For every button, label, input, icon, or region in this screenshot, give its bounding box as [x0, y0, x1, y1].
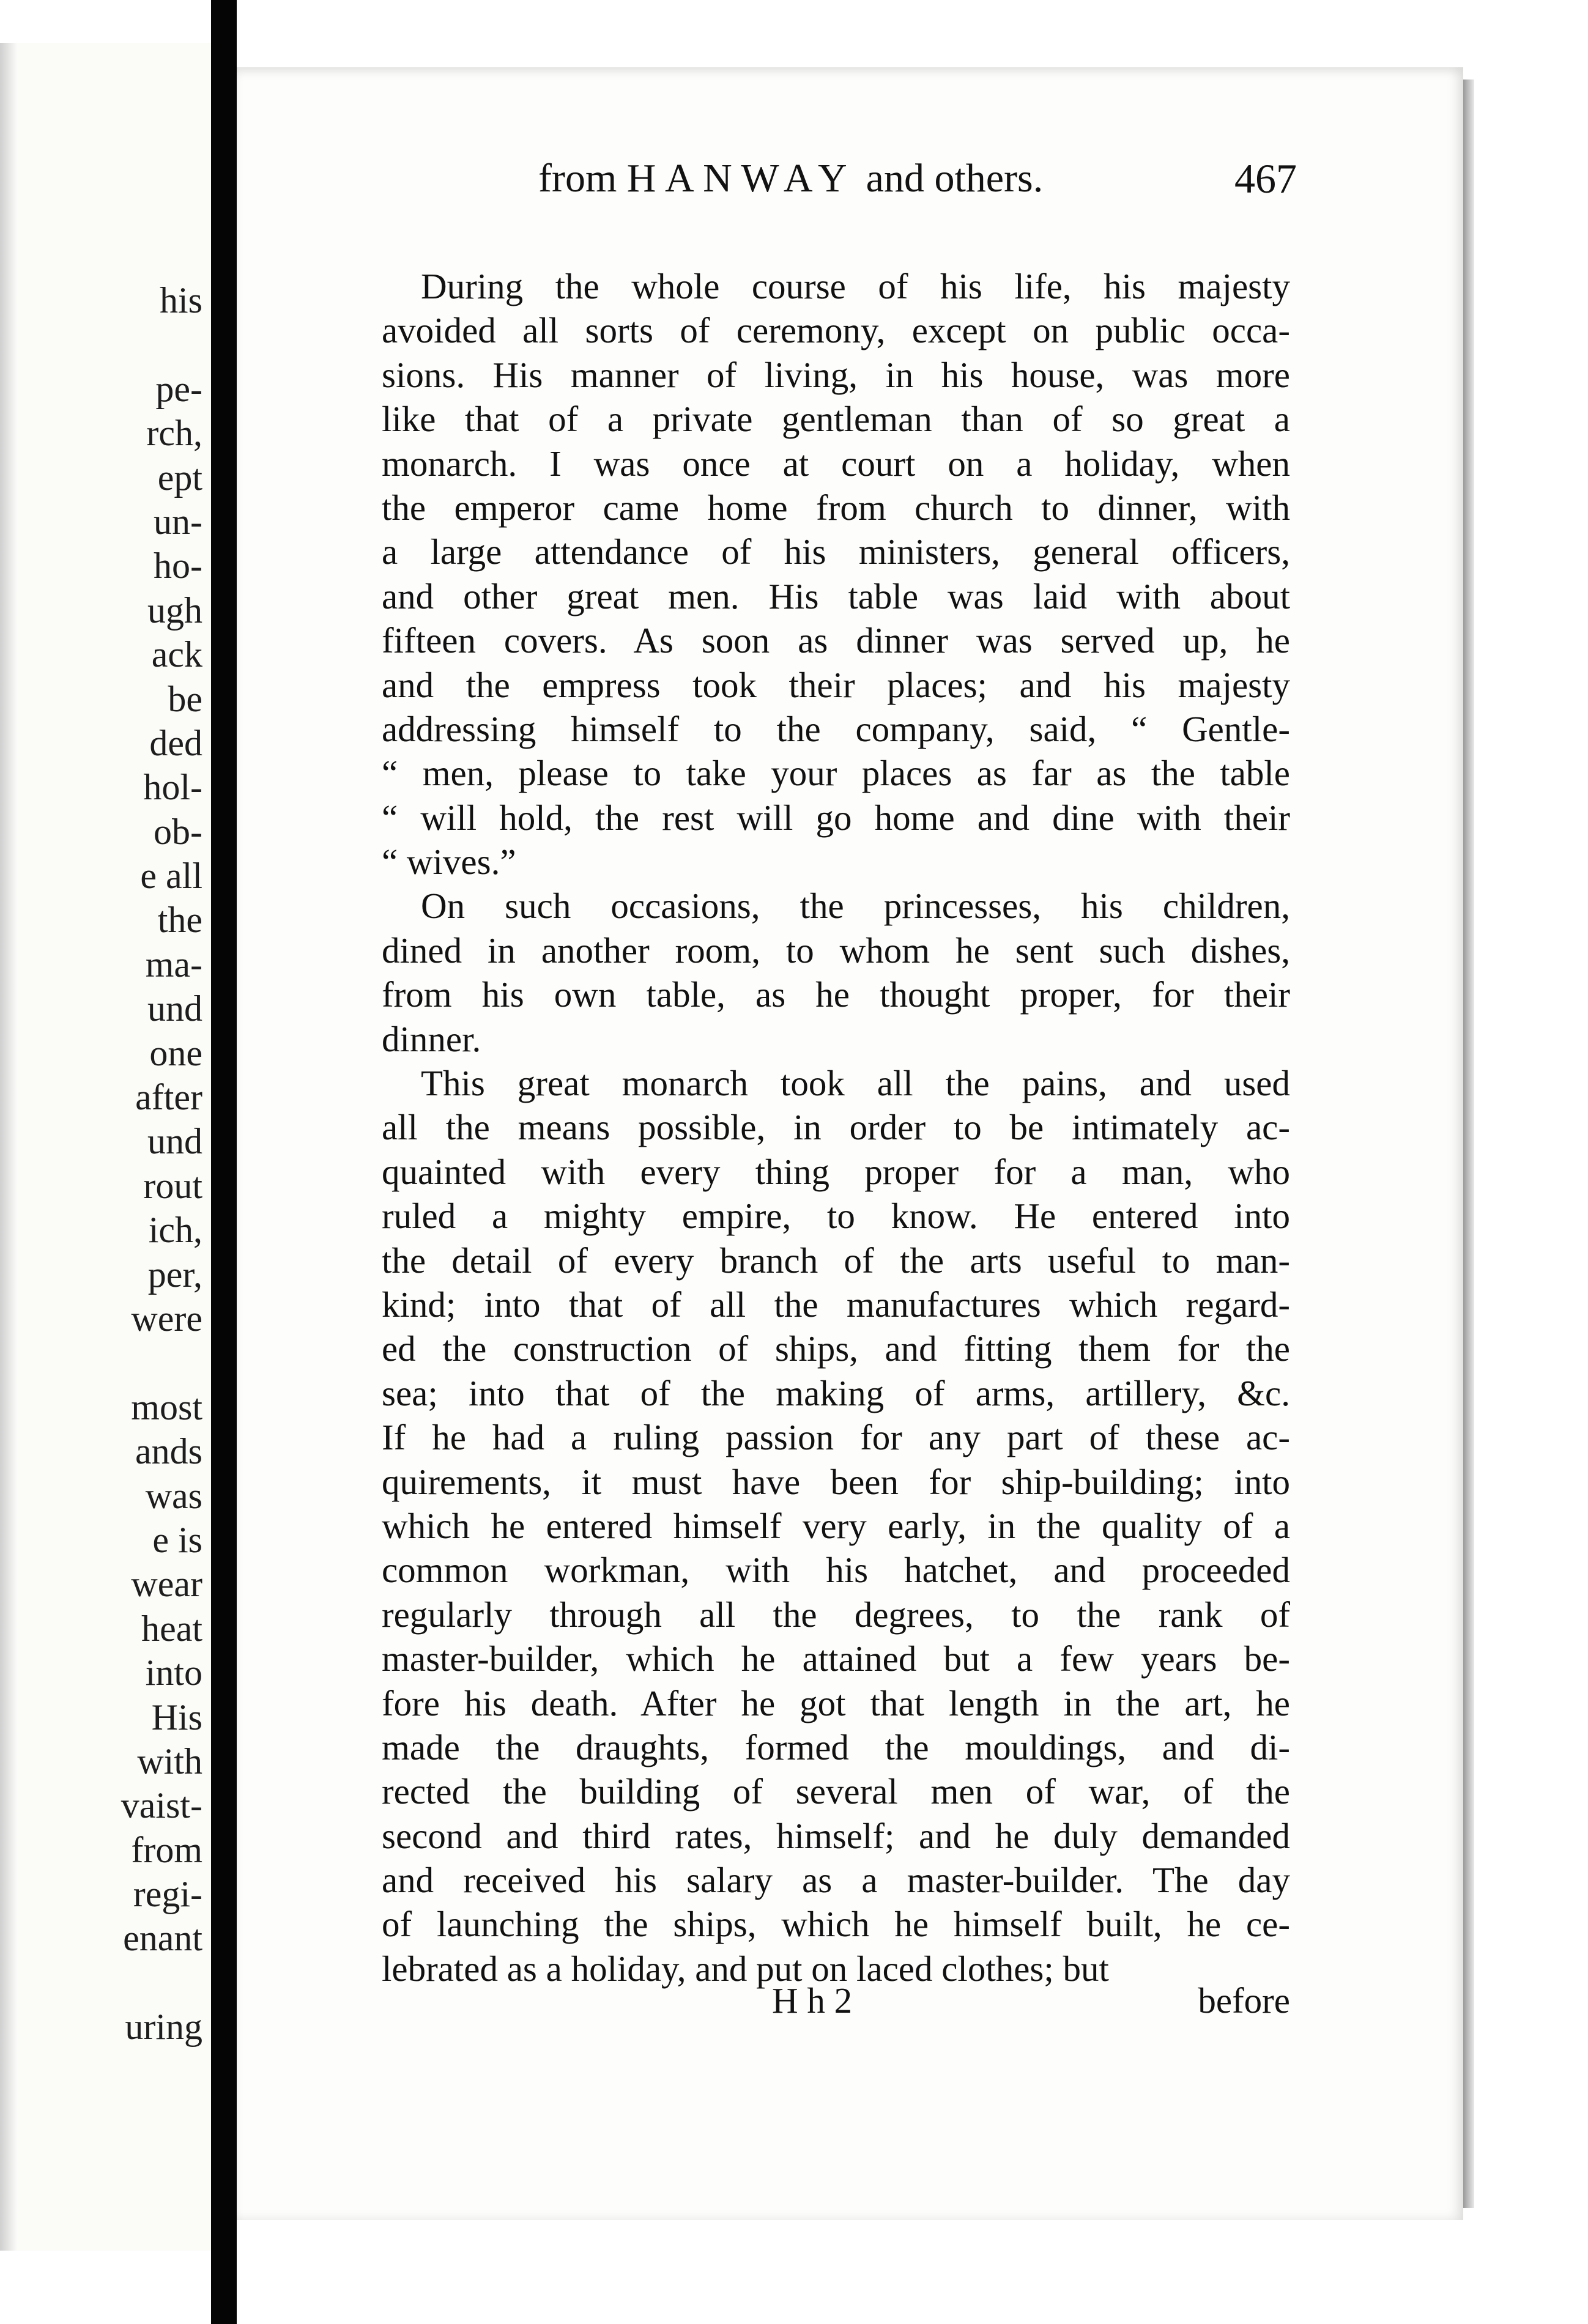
left-fragment-line: e is — [152, 1519, 202, 1560]
left-fragment-line: ho- — [154, 546, 202, 587]
running-head-pre: from — [538, 156, 627, 201]
text-line: fifteen covers. As soon as dinner was served up, he — [382, 620, 1290, 661]
text-line: a large attendance of his ministers, general officers, — [382, 531, 1290, 572]
left-fragment-line: His — [151, 1697, 202, 1737]
text-line: ed the construction of ships, and fitting them for the — [382, 1328, 1290, 1369]
paragraph — [382, 264, 1290, 884]
text-line: and received his salary as a master-builder. The day — [382, 1860, 1290, 1901]
text-line: quirements, it must have been for ship-building; into — [382, 1461, 1290, 1502]
left-fragment-line: into — [145, 1652, 202, 1693]
left-fragment-line — [13, 322, 202, 366]
left-fragment-line: one — [149, 1032, 202, 1073]
text-line: sea; into that of the making of arms, artillery, &c. — [382, 1372, 1290, 1413]
left-fragment-line: enant — [123, 1918, 202, 1959]
text-line: avoided all sorts of ceremony, except on public occa- — [382, 310, 1290, 351]
left-fragment-line: after — [135, 1077, 202, 1118]
running-head-name: HANWAY — [626, 156, 856, 201]
text-line: from his own table, as he thought proper, for their — [382, 974, 1290, 1015]
text-line: master-builder, which he attained but a few years be- — [382, 1638, 1290, 1679]
left-page-text-fragments — [13, 278, 202, 2049]
paragraph — [382, 1061, 1290, 1991]
left-fragment-line: from — [131, 1829, 202, 1870]
left-fragment-line: was — [145, 1475, 202, 1516]
left-fragment-line: were — [131, 1298, 202, 1339]
left-fragment-line: pe- — [155, 368, 202, 409]
left-fragment-line: ich, — [148, 1210, 202, 1251]
text-line: second and third rates, himself; and he duly demanded — [382, 1815, 1290, 1856]
left-fragment-line: ob- — [154, 811, 202, 852]
left-fragment-line: wear — [131, 1564, 202, 1605]
running-head-post: and others. — [856, 156, 1044, 201]
left-fragment-line: rch, — [146, 413, 202, 454]
left-fragment-line: ands — [135, 1431, 202, 1472]
text-line: dined in another room, to whom he sent such dishes, — [382, 930, 1290, 971]
left-fragment-line: ma- — [145, 944, 202, 985]
text-line: If he had a ruling passion for any part of these ac- — [382, 1417, 1290, 1458]
left-fragment-line: be — [168, 678, 202, 719]
text-line: all the means possible, in order to be intimately ac- — [382, 1107, 1290, 1148]
text-line: lebrated as a holiday, and put on laced clothes; but — [382, 1948, 1109, 1989]
signature-mark: H h 2 — [772, 1980, 853, 2021]
text-line: dinner. — [382, 1018, 481, 1059]
text-line: kind; into that of all the manufactures which regard- — [382, 1284, 1290, 1325]
left-fragment-line — [13, 1961, 202, 2005]
running-head — [306, 142, 1297, 215]
left-fragment-line: e all — [140, 856, 202, 897]
left-fragment-line: und — [147, 988, 202, 1029]
text-line: made the draughts, formed the mouldings, and di- — [382, 1726, 1290, 1767]
text-line: “ men, please to take your places as far as the table — [382, 753, 1290, 794]
text-line: regularly through all the degrees, to the rank of — [382, 1594, 1290, 1635]
text-line: the emperor came home from church to dinner, with — [382, 487, 1290, 528]
text-line: and other great men. His table was laid with about — [382, 575, 1290, 616]
left-fragment-line: ack — [151, 634, 202, 675]
left-fragment-line: hol- — [143, 767, 202, 808]
text-line: This great monarch took all the pains, and used — [421, 1063, 1290, 1104]
left-fragment-line: most — [131, 1386, 202, 1427]
left-fragment-line: vaist- — [121, 1785, 202, 1826]
text-line: ruled a mighty empire, to know. He entered into — [382, 1196, 1290, 1237]
text-line: of launching the ships, which he himself built, he ce- — [382, 1904, 1290, 1945]
left-fragment-line — [13, 1341, 202, 1385]
text-line: fore his death. After he got that length in the art, he — [382, 1682, 1290, 1723]
text-line: the detail of every branch of the arts useful to man- — [382, 1240, 1290, 1281]
body-text — [382, 264, 1290, 1991]
text-line: “ wives.” — [382, 842, 516, 883]
left-facing-page — [0, 43, 211, 2251]
text-line: addressing himself to the company, said, “ Gentle- — [382, 708, 1290, 749]
text-line: rected the building of several men of war, of the — [382, 1771, 1290, 1812]
catchword: before — [1198, 1980, 1290, 2021]
page-footer — [772, 1978, 1290, 2022]
text-line: like that of a private gentleman than of so great a — [382, 399, 1290, 440]
left-fragment-line: und — [147, 1121, 202, 1162]
left-fragment-line: ded — [149, 722, 202, 763]
text-line: sions. His manner of living, in his house, was more — [382, 354, 1290, 395]
text-line: On such occasions, the princesses, his children, — [421, 886, 1290, 927]
text-line: monarch. I was once at court on a holiday, when — [382, 443, 1290, 484]
left-fragment-line: uring — [125, 2007, 202, 2048]
left-fragment-line: per, — [147, 1254, 202, 1295]
text-line: which he entered himself very early, in the quality of a — [382, 1505, 1290, 1546]
left-fragment-line: ugh — [147, 590, 202, 631]
text-line: During the whole course of his life, his majesty — [421, 266, 1290, 306]
text-line: common workman, with his hatchet, and proceeded — [382, 1550, 1290, 1591]
left-fragment-line: the — [157, 900, 202, 941]
paragraph — [382, 884, 1290, 1061]
left-fragment-line: rout — [143, 1165, 202, 1206]
left-fragment-line: heat — [141, 1608, 202, 1649]
left-fragment-line: his — [159, 280, 202, 320]
book-gutter — [211, 0, 237, 2324]
running-head-title — [538, 142, 1043, 215]
text-line: and the empress took their places; and his majesty — [382, 664, 1290, 705]
text-line: quainted with every thing proper for a man, who — [382, 1151, 1290, 1192]
left-fragment-line: un- — [154, 501, 202, 542]
left-fragment-line: ept — [157, 457, 202, 498]
page-number: 467 — [1234, 155, 1297, 202]
left-fragment-line: regi- — [133, 1874, 202, 1915]
right-page-edge — [1463, 80, 1474, 2208]
text-line: “ will hold, the rest will go home and dine with their — [382, 797, 1290, 838]
left-fragment-line: with — [137, 1741, 202, 1782]
